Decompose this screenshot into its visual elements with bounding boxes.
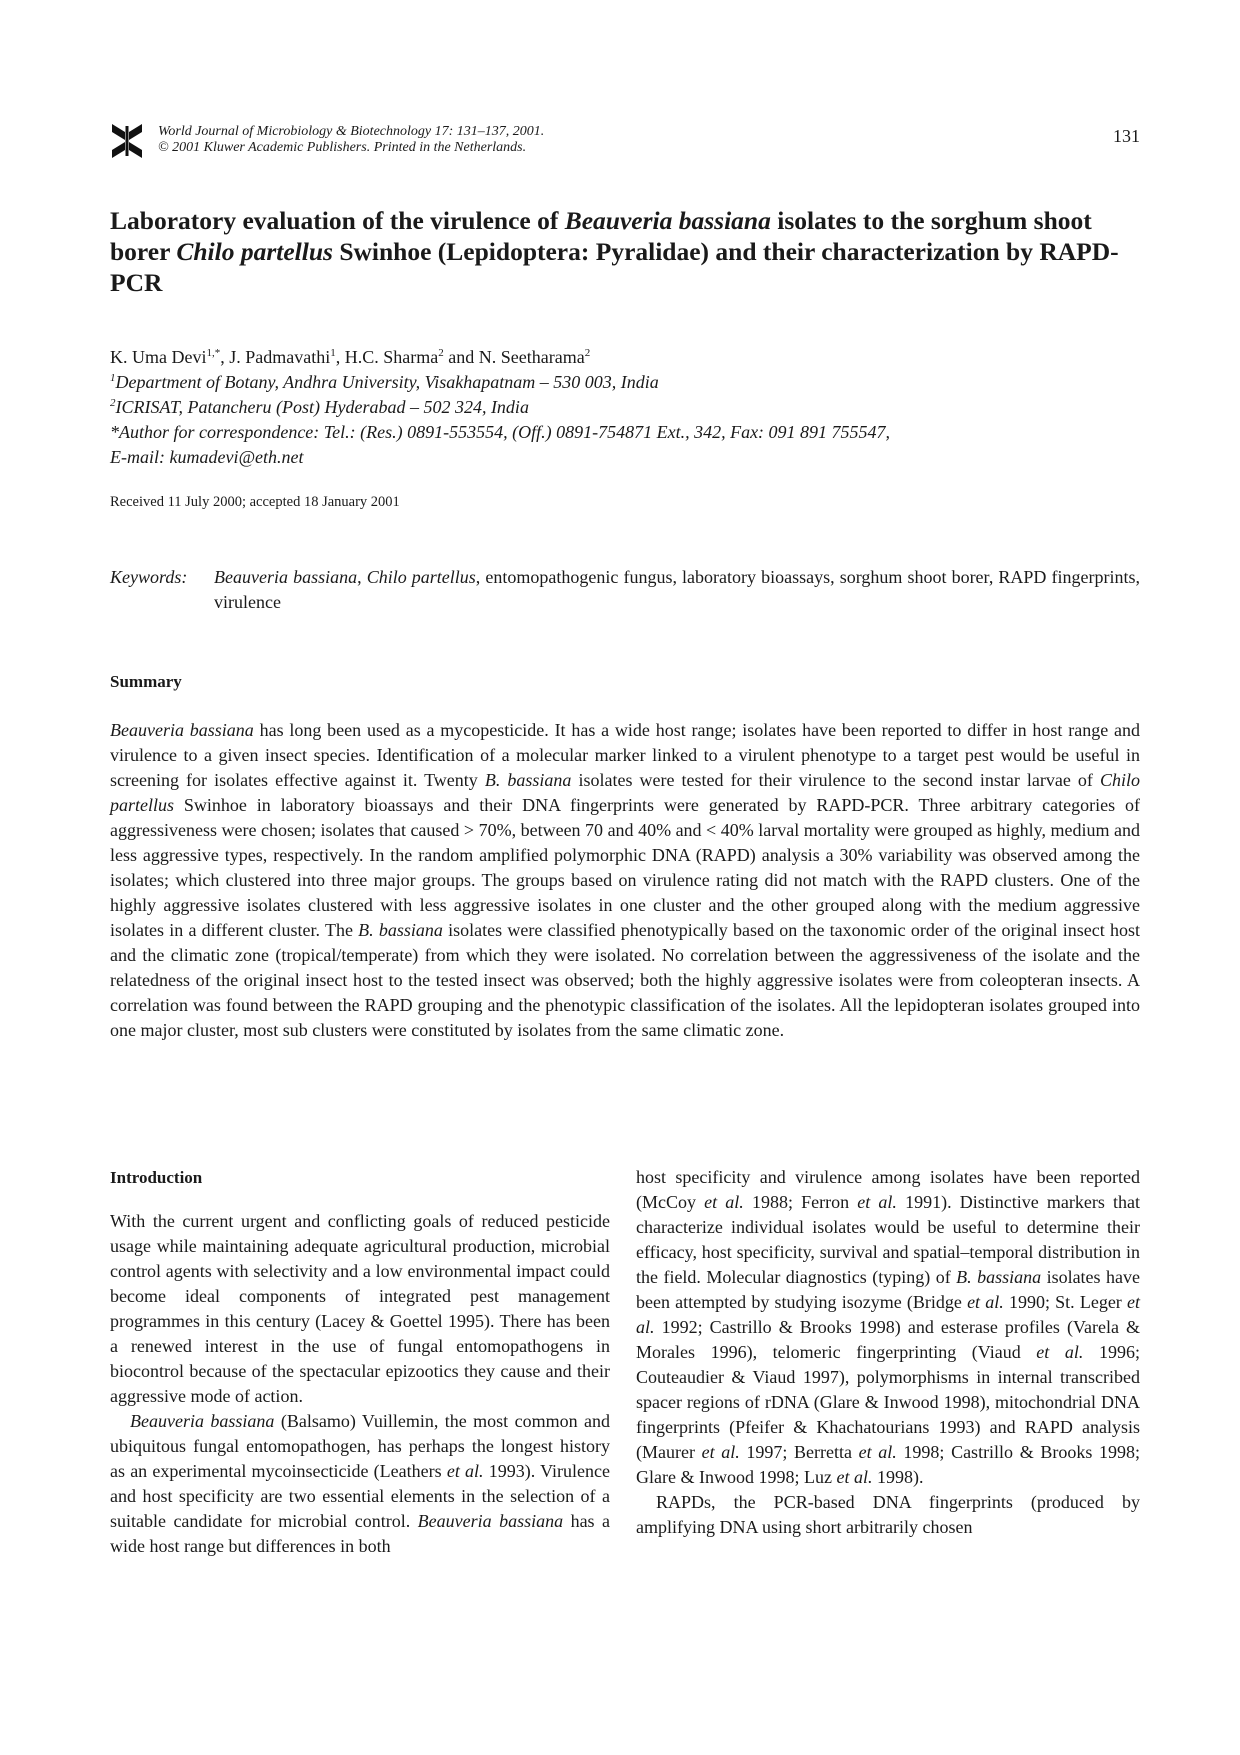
intro-part: 1997; Berretta [739, 1442, 859, 1462]
intro-part: 1992; Castrillo & Brooks 1998) and esterase profiles (Varela & Morales 1996), telomeric fingerprinting (Viaud [636, 1317, 1140, 1362]
intro-etal: et al. [858, 1442, 897, 1462]
keyword-species: Beauveria bassiana [214, 567, 358, 587]
article-title [110, 205, 1130, 298]
summary-part: has long been used as a mycopesticide. It has a wide host range; isolates have been reported to differ in host range and virulence to a given insect species. Identification of a molecular marker linked to a virulent phenotype to a target pest would be useful in screening for isolates effective against it. Twenty [110, 720, 1140, 790]
intro-etal: et al. [704, 1192, 744, 1212]
right-column [636, 1165, 1140, 1540]
author-sup: 1 [330, 347, 336, 359]
affiliation-sup: 2 [110, 397, 116, 409]
summary-species: Chilo partellus [110, 770, 1140, 815]
author-sup: 1,* [206, 347, 221, 359]
summary-part: isolates were classified phenotypically based on the taxonomic order of the original insect host and the climatic zone (tropical/temperate) from which they were isolated. No correlation between the aggressiveness of the isolate and the relatedness of the original insect host to the tested insect was observed; both the highly aggressive isolates were from coleopteran insects. A correlation was found between the RAPD grouping and the phenotypic classification of the isolates. All the lepidopteran isolates grouped into one major cluster, most sub clusters were constituted by isolates from the same climatic zone. [110, 920, 1140, 1040]
journal-citation [158, 124, 544, 156]
summary-species: B. bassiana [484, 770, 572, 790]
author-name: N. Seetharama [478, 347, 585, 367]
summary-species: Beauveria bassiana [110, 720, 254, 740]
summary-part: isolates were tested for their virulence to the second instar larvae of [571, 770, 1100, 790]
intro-part: host specificity and virulence among isolates have been reported (McCoy [636, 1167, 1140, 1212]
affiliation-sup: 1 [110, 372, 116, 384]
summary-part: Swinhoe in laboratory bioassays and their DNA fingerprints were generated by RAPD-PCR. Three arbitrary categories of aggressiveness were chosen; isolates that caused > 70%, between 70 and 40% and < 40% larval mortality were grouped as highly, medium and less aggressive types, respectively. In the random amplified polymorphic DNA (RAPD) analysis a 30% variability was observed among the isolates; which clustered into three major groups. The groups based on virulence rating did not match with the RAPD clusters. One of the highly aggressive isolates clustered with less aggressive isolates in one cluster and the other grouped along with the medium aggressive isolates in a different cluster. The [110, 795, 1140, 940]
intro-part: 1993). Virulence and host specificity are two essential elements in the selection of a suitable candidate for microbial control. [110, 1461, 610, 1531]
title-part: Swinhoe (Lepidoptera: Pyralidae) and their characterization by RAPD-PCR [110, 237, 1119, 297]
intro-etal: et al. [967, 1292, 1004, 1312]
keyword-separator: , [357, 567, 367, 587]
affiliation-1 [110, 370, 1140, 395]
author-separator: and [443, 347, 479, 367]
keywords-list [214, 565, 1140, 615]
intro-part: has a wide host range but differences in both [110, 1511, 610, 1556]
intro-part: 1988; Ferron [743, 1192, 858, 1212]
author-sup: 2 [438, 347, 444, 359]
keyword-species: Chilo partellus [366, 567, 476, 587]
author-list [110, 345, 1140, 370]
correspondence-line: *Author for correspondence: Tel.: (Res.) 0891-553554, (Off.) 0891-754871 Ext., 342, Fax: 091 891 755547, [110, 422, 891, 442]
keywords-label: Keywords: [110, 567, 188, 587]
intro-etal: et al. [636, 1292, 1140, 1337]
keyword-rest: , entomopathogenic fungus, laboratory bioassays, sorghum shoot borer, RAPD fingerprints, virulence [214, 567, 1141, 612]
copyright-line: © 2001 Kluwer Academic Publishers. Printed in the Netherlands. [158, 140, 527, 155]
intro-paragraph-2 [110, 1409, 610, 1559]
intro-etal: et al. [446, 1461, 484, 1481]
received-dates: Received 11 July 2000; accepted 18 January 2001 [110, 494, 400, 510]
intro-etal: et al. [1036, 1342, 1084, 1362]
intro-paragraph-4: RAPDs, the PCR-based DNA fingerprints (produced by amplifying DNA using short arbitrarily chosen [636, 1492, 1140, 1537]
author-name: K. Uma Devi [110, 347, 207, 367]
title-species-2: Chilo partellus [176, 237, 333, 266]
author-separator: , [220, 347, 230, 367]
intro-species: Beauveria bassiana [417, 1511, 564, 1531]
author-block [110, 345, 1140, 470]
intro-etal: et al. [857, 1192, 897, 1212]
intro-part: 1996; Couteaudier & Viaud 1997), polymorphisms in internal transcribed spacer regions of rDNA (Glare & Inwood 1998), mitochondrial DNA fingerprints (Pfeifer & Khachatourians 1993) and RAPD analysis (Maurer [636, 1342, 1140, 1462]
intro-etal: et al. [836, 1467, 873, 1487]
intro-part: 1991). Distinctive markers that characterize individual isolates would be useful to determine their efficacy, host specificity, survival and spatial–temporal distribution in the field. Molecular diagnostics (typing) of [636, 1192, 1141, 1287]
intro-part: (Balsamo) Vuillemin, the most common and ubiquitous fungal entomopathogen, has perhaps the longest history as an experimental mycoinsecticide (Leathers [110, 1411, 610, 1481]
intro-etal: et al. [701, 1442, 740, 1462]
affiliation-2 [110, 395, 1140, 420]
author-sup: 2 [584, 347, 591, 359]
page-header [110, 122, 1140, 162]
author-name: J. Padmavathi [229, 347, 331, 367]
publisher-logo-icon [110, 122, 144, 160]
summary-heading: Summary [110, 672, 182, 691]
title-species-1: Beauveria bassiana [564, 206, 771, 235]
page-number: 131 [1113, 126, 1140, 146]
intro-part: 1990; St. Leger [1003, 1292, 1127, 1312]
intro-paragraph-1: With the current urgent and conflicting goals of reduced pesticide usage while maintaining adequate agricultural production, microbial control agents with selectivity and a low environmental impact could become ideal components of integrated pest management programmes in this century (Lacey & Goettel 1995). There has been a renewed interest in the use of fungal entomopathogens in biocontrol because of the spectacular epizootics they cause and their aggressive mode of action. [110, 1211, 610, 1406]
author-name: H.C. Sharma [344, 347, 439, 367]
author-separator: , [335, 347, 345, 367]
intro-part: isolates have been attempted by studying isozyme (Bridge [636, 1267, 1140, 1312]
journal-line: World Journal of Microbiology & Biotechnology 17: 131–137, 2001. [158, 124, 545, 139]
email-line: E-mail: kumadevi@eth.net [110, 447, 304, 467]
title-part: Laboratory evaluation of the virulence of [110, 206, 565, 235]
intro-part: 1998; Castrillo & Brooks 1998; Glare & Inwood 1998; Luz [636, 1442, 1140, 1487]
intro-paragraph-3 [636, 1165, 1140, 1490]
introduction-heading: Introduction [110, 1168, 203, 1187]
intro-species: B. bassiana [956, 1267, 1042, 1287]
summary-text [110, 718, 1140, 1043]
affiliation-text: Department of Botany, Andhra University, Visakhapatnam – 530 003, India [115, 372, 659, 392]
left-column [110, 1165, 610, 1559]
intro-species: Beauveria bassiana [130, 1411, 275, 1431]
summary-species: B. bassiana [358, 920, 443, 940]
intro-part: 1998). [872, 1467, 924, 1487]
title-part: isolates to the sorghum shoot borer [110, 206, 1092, 266]
affiliation-text: ICRISAT, Patancheru (Post) Hyderabad – 502 324, India [115, 397, 529, 417]
